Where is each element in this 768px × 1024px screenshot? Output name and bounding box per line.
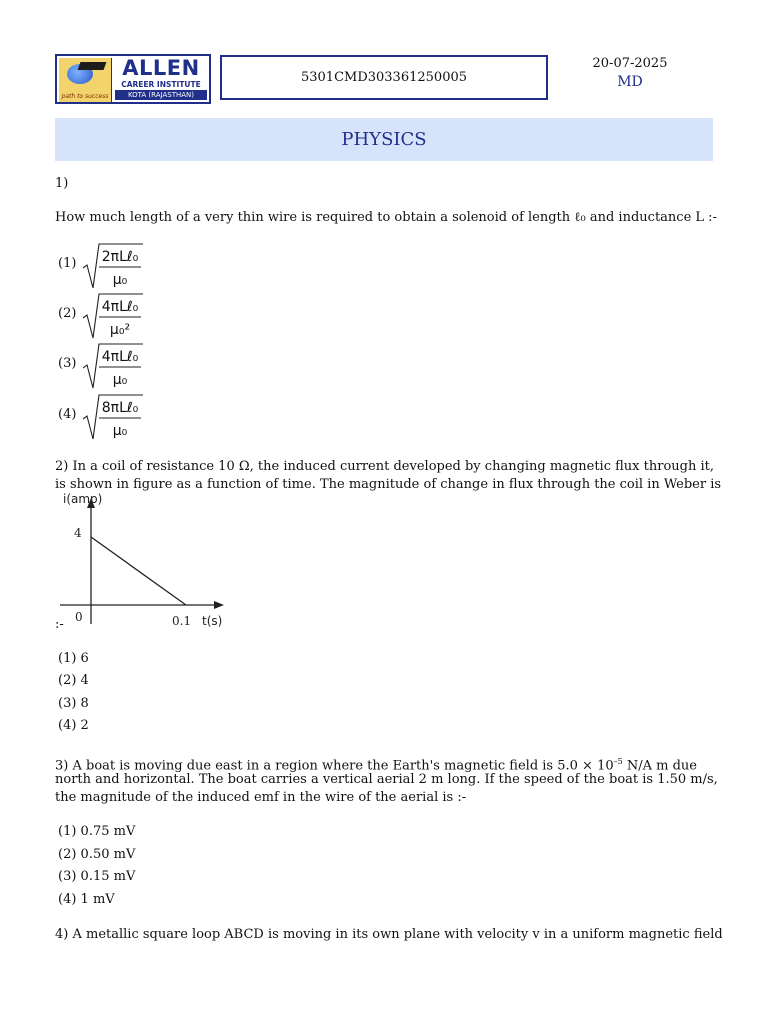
logo-emblem-icon (59, 58, 112, 102)
q3-line1-pre: 3) A boat is moving due east in a region where the Earth's magnetic field is 5.0 × 10 (55, 758, 614, 774)
fraction-denominator: μ₀ (112, 423, 128, 439)
q3-line3: the magnitude of the induced emf in the wire of the aerial is :- (55, 790, 467, 805)
exam-date: 20-07-2025 (592, 56, 668, 71)
paper-code: 5301CMD303361250005 (300, 70, 468, 85)
fraction-denominator: μ₀² (109, 322, 131, 338)
q1-option-label: (4) (58, 407, 77, 422)
q3-exponent: –5 (613, 757, 623, 766)
fraction-denominator: μ₀ (112, 372, 128, 388)
q1-text: How much length of a very thin wire is required to obtain a solenoid of length ℓ₀ and inductance L :- (55, 210, 717, 225)
q2-line2: is shown in figure as a function of time. The magnitude of change in flux through the coil in Weber is (55, 477, 722, 492)
logo-city: KOTA (RAJASTHAN) (115, 90, 207, 100)
q2-tail: :- (55, 617, 64, 632)
q3-option-4[interactable]: (4) 1 mV (58, 892, 115, 907)
fraction-numerator: 8πLℓ₀ (101, 400, 139, 416)
q1-option-radical (83, 242, 203, 292)
q1-option-radical (83, 342, 203, 392)
q1-option-radical (83, 292, 203, 342)
q1-option-label: (2) (58, 306, 77, 321)
q2-option-4[interactable]: (4) 2 (58, 718, 89, 733)
exam-stream: MD (617, 74, 643, 90)
fraction-numerator: 4πLℓ₀ (101, 349, 139, 365)
fraction-numerator: 2πLℓ₀ (101, 249, 139, 265)
q3-line2: north and horizontal. The boat carries a vertical aerial 2 m long. If the speed of the boat is 1.50 m/s, (55, 772, 718, 787)
q4-line1: 4) A metallic square loop ABCD is moving in its own plane with velocity v in a uniform magnetic field (55, 927, 723, 942)
logo-brand: ALLEN (122, 56, 200, 80)
y-axis-label: i(amp) (63, 492, 103, 506)
q2-option-3[interactable]: (3) 8 (58, 696, 89, 711)
q1-number: 1) (55, 176, 69, 191)
x-tick-label: 0.1 (172, 614, 192, 628)
q2-line1: 2) In a coil of resistance 10 Ω, the induced current developed by changing magnetic flux through it, (55, 459, 714, 474)
q3-option-3[interactable]: (3) 0.15 mV (58, 869, 136, 884)
fraction-numerator: 4πLℓ₀ (101, 299, 139, 315)
q1-option-radical (83, 393, 203, 443)
origin-label: 0 (75, 610, 83, 624)
q1-option-label: (1) (58, 256, 77, 271)
graph-axes (60, 498, 224, 624)
q2-option-1[interactable]: (1) 6 (58, 651, 89, 666)
current-time-graph (60, 490, 235, 630)
q1-option-label: (3) (58, 356, 77, 371)
q2-option-2[interactable]: (2) 4 (58, 673, 89, 688)
subject-title: PHYSICS (341, 129, 427, 150)
subject-banner (55, 118, 713, 161)
q3-option-2[interactable]: (2) 0.50 mV (58, 847, 136, 862)
q3-line1-post: N/A m due (622, 758, 697, 774)
current-line (91, 537, 186, 605)
y-tick-label: 4 (74, 526, 82, 540)
x-axis-arrow-icon (214, 601, 224, 609)
logo-motto: path to success (61, 93, 109, 100)
fraction-denominator: μ₀ (112, 272, 128, 288)
x-axis-label: t(s) (202, 614, 223, 628)
logo-subtitle: CAREER INSTITUTE (121, 80, 201, 89)
q3-option-1[interactable]: (1) 0.75 mV (58, 824, 136, 839)
paper-code-box (220, 55, 548, 100)
allen-logo (55, 54, 211, 104)
